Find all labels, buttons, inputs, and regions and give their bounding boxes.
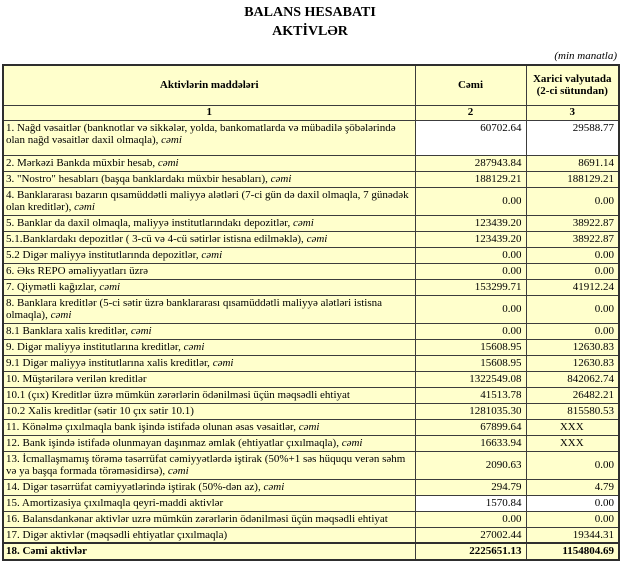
table-row <box>3 419 619 435</box>
row-total-value: 1281035.30 <box>415 403 526 419</box>
row-total-value: 0.00 <box>415 187 526 215</box>
table-row <box>3 371 619 387</box>
row-label: 10. Müştərilərə verilən kreditlər <box>3 371 415 387</box>
row-total-value: 15608.95 <box>415 355 526 371</box>
row-label-italic-suffix: cəmi <box>263 480 285 493</box>
column-number-2: 2 <box>415 105 526 120</box>
table-row <box>3 339 619 355</box>
assets-table <box>2 64 620 561</box>
row-label: 5.2 Digər maliyyə institutlarında depozitlər, cəmi <box>3 247 415 263</box>
table-row <box>3 451 619 479</box>
table-row <box>3 187 619 215</box>
row-label-italic-suffix: cəmi <box>99 280 121 293</box>
row-label: 9.1 Digər maliyyə institutlarına xalis kreditlər, cəmi <box>3 355 415 371</box>
row-total-value: 16633.94 <box>415 435 526 451</box>
table-row <box>3 527 619 543</box>
row-label-italic-suffix: cəmi <box>183 340 205 353</box>
row-foreign-value: 0.00 <box>526 247 619 263</box>
row-label: 13. İcmallaşmamış törəmə təsərrüfat cəmiyyətlərdə iştirak (50%+1 səs hüququ verən səhm və ya başqa formada törəməsidirsə), cəmi <box>3 451 415 479</box>
row-foreign-value: 4.79 <box>526 479 619 495</box>
row-label: 4. Banklararası bazarın qısamüddətli maliyyə alətləri (7-ci gün də daxil olmaqla, 7 günədək olan kreditlər), cəmi <box>3 187 415 215</box>
table-row <box>3 247 619 263</box>
table-row <box>3 155 619 171</box>
table-header-row <box>3 65 619 105</box>
row-label: 2. Mərkəzi Bankda müxbir hesab, cəmi <box>3 155 415 171</box>
row-foreign-value: 0.00 <box>526 495 619 511</box>
row-foreign-value: XXX <box>526 419 619 435</box>
table-row <box>3 171 619 187</box>
table-row <box>3 479 619 495</box>
row-label-italic-suffix: cəmi <box>157 156 179 169</box>
row-label: 5.1.Banklardakı depozitlər ( 3-cü və 4-cü sətirlər istisna edilməklə), cəmi <box>3 231 415 247</box>
row-total-value: 0.00 <box>415 323 526 339</box>
row-foreign-value: 19344.31 <box>526 527 619 543</box>
row-total-value: 1570.84 <box>415 495 526 511</box>
row-label: 9. Digər maliyyə institutlarına kreditlər, cəmi <box>3 339 415 355</box>
row-total-value: 0.00 <box>415 263 526 279</box>
row-label: 10.1 (çıx) Kreditlər üzrə mümkün zərərlərin ödənilməsi üçün məqsədli ehtiyat <box>3 387 415 403</box>
column-header-items: Aktivlərin maddələri <box>3 65 415 105</box>
row-foreign-value: 29588.77 <box>526 120 619 155</box>
row-foreign-value: 0.00 <box>526 451 619 479</box>
column-number-3: 3 <box>526 105 619 120</box>
row-foreign-value: 26482.21 <box>526 387 619 403</box>
row-label: 16. Balansdankənar aktivlər uzrə mümkün zərərlərin ödənilməsi üçün məqsədli ehtiyat <box>3 511 415 527</box>
row-label: 12. Bank işində istifadə olunmayan daşınmaz əmlak (ehtiyatlar çıxılmaqla), cəmi <box>3 435 415 451</box>
row-label-italic-suffix: cəmi <box>298 420 320 433</box>
table-row <box>3 543 619 560</box>
row-label-italic-suffix: cəmi <box>212 356 234 369</box>
row-foreign-value: 41912.24 <box>526 279 619 295</box>
row-foreign-value: 0.00 <box>526 511 619 527</box>
row-label: 18. Cəmi aktivlər <box>3 543 415 560</box>
column-header-foreign-currency: Xarici valyutada (2-ci sütundan) <box>526 65 619 105</box>
row-total-value: 2090.63 <box>415 451 526 479</box>
row-total-value: 123439.20 <box>415 231 526 247</box>
unit-note: (min manatla) <box>554 50 617 62</box>
row-total-value: 67899.64 <box>415 419 526 435</box>
row-total-value: 0.00 <box>415 295 526 323</box>
row-label: 10.2 Xalis kreditlər (sətir 10 çıx sətir 10.1) <box>3 403 415 419</box>
row-label-italic-suffix: cəmi <box>167 465 189 477</box>
row-label-italic-suffix: cəmi <box>306 232 328 245</box>
row-label: 7. Qiymətli kağızlar, cəmi <box>3 279 415 295</box>
row-total-value: 15608.95 <box>415 339 526 355</box>
table-row <box>3 511 619 527</box>
row-foreign-value: 0.00 <box>526 187 619 215</box>
row-total-value: 1322549.08 <box>415 371 526 387</box>
row-foreign-value: 1154804.69 <box>526 543 619 560</box>
row-foreign-value: 815580.53 <box>526 403 619 419</box>
table-row <box>3 295 619 323</box>
column-header-total: Cəmi <box>415 65 526 105</box>
row-total-value: 41513.78 <box>415 387 526 403</box>
table-row <box>3 279 619 295</box>
row-label: 11. Könəlmə çıxılmaqla bank işində istifadə olunan əsas vəsaitlər, cəmi <box>3 419 415 435</box>
row-foreign-value: 12630.83 <box>526 355 619 371</box>
row-foreign-value: 0.00 <box>526 323 619 339</box>
row-label: 8.1 Banklara xalis kreditlər, cəmi <box>3 323 415 339</box>
table-row <box>3 263 619 279</box>
row-label-italic-suffix: cəmi <box>293 216 314 229</box>
row-label: 6. Əks REPO əməliyyatları üzrə <box>3 263 415 279</box>
report-subtitle: AKTİVLƏR <box>272 24 348 39</box>
row-total-value: 0.00 <box>415 247 526 263</box>
row-label-italic-suffix: cəmi <box>50 309 72 321</box>
row-foreign-value: 12630.83 <box>526 339 619 355</box>
row-label-italic-suffix: cəmi <box>270 172 292 185</box>
row-total-value: 287943.84 <box>415 155 526 171</box>
table-row <box>3 120 619 155</box>
row-label: 17. Digər aktivlər (məqsədli ehtiyatlar çıxılmaqla) <box>3 527 415 543</box>
table-row <box>3 403 619 419</box>
row-total-value: 27002.44 <box>415 527 526 543</box>
table-row <box>3 387 619 403</box>
table-row <box>3 495 619 511</box>
row-label-italic-suffix: cəmi <box>161 134 182 146</box>
row-foreign-value: 188129.21 <box>526 171 619 187</box>
row-total-value: 153299.71 <box>415 279 526 295</box>
row-label-italic-suffix: cəmi <box>201 248 223 261</box>
row-label-italic-suffix: cəmi <box>341 436 363 449</box>
row-total-value: 294.79 <box>415 479 526 495</box>
row-label: 3. "Nostro" hesabları (başqa banklardakı müxbir hesabları), cəmi <box>3 171 415 187</box>
report-title: BALANS HESABATI <box>244 5 376 20</box>
row-foreign-value: 8691.14 <box>526 155 619 171</box>
row-total-value: 0.00 <box>415 511 526 527</box>
row-label-italic-suffix: cəmi <box>130 324 152 337</box>
row-total-value: 60702.64 <box>415 120 526 155</box>
row-label: 8. Banklara kreditlər (5-ci sətir üzrə banklararası qısamüddətli maliyyə alətləri istisna olmaqla), cəmi <box>3 295 415 323</box>
row-label: 1. Nağd vəsaitlər (banknotlar və sikkələr, yolda, bankomatlarda və mübadilə şöbələrində olan nağd vəsaitlər daxil olmaqla), cəmi <box>3 120 415 155</box>
row-label-italic-suffix: cəmi <box>74 201 95 213</box>
row-total-value: 123439.20 <box>415 215 526 231</box>
table-row <box>3 323 619 339</box>
row-foreign-value: 38922.87 <box>526 215 619 231</box>
row-foreign-value: 0.00 <box>526 295 619 323</box>
assets-table-body <box>3 120 619 560</box>
row-total-value: 188129.21 <box>415 171 526 187</box>
row-label: 15. Amortizasiya çıxılmaqla qeyri-maddi aktivlər <box>3 495 415 511</box>
table-row <box>3 435 619 451</box>
column-numbers-row <box>3 105 619 120</box>
row-foreign-value: 38922.87 <box>526 231 619 247</box>
row-total-value: 2225651.13 <box>415 543 526 560</box>
table-row <box>3 215 619 231</box>
row-label: 14. Digər təsərrüfat cəmiyyətlərində iştirak (50%-dən az), cəmi <box>3 479 415 495</box>
table-row <box>3 355 619 371</box>
row-foreign-value: 842062.74 <box>526 371 619 387</box>
table-row <box>3 231 619 247</box>
row-label: 5. Banklar da daxil olmaqla, maliyyə institutlarındakı depozitlər, cəmi <box>3 215 415 231</box>
row-foreign-value: XXX <box>526 435 619 451</box>
column-number-1: 1 <box>3 105 415 120</box>
row-foreign-value: 0.00 <box>526 263 619 279</box>
